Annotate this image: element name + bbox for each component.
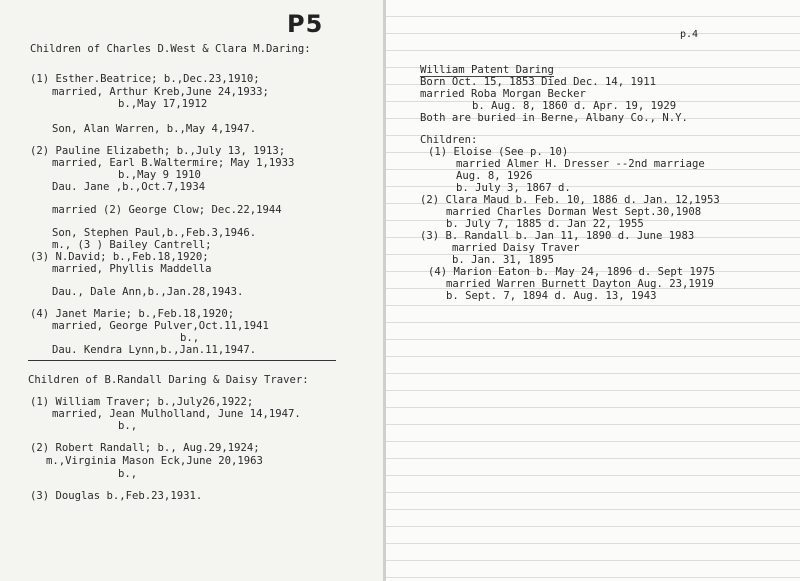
left-text-line: married, Arthur Kreb,June 24,1933; (52, 86, 269, 98)
daring-heading: William Patent Daring (420, 64, 554, 76)
right-page-number: p.4 (680, 29, 699, 40)
left-text-line: married, Phyllis Maddella (52, 263, 212, 275)
left-text-line: Dau. Jane ,b.,Oct.7,1934 (52, 181, 206, 193)
left-text-line: (2) Robert Randall; b., Aug.29,1924; (30, 442, 260, 454)
right-text-line: (4) Marion Eaton b. May 24, 1896 d. Sept 1975 (428, 266, 716, 278)
right-text-line: Both are buried in Berne, Albany Co., N.Y. (420, 112, 688, 124)
right-text-line: b. Sept. 7, 1894 d. Aug. 13, 1943 (446, 290, 657, 302)
left-text-line: Son, Stephen Paul,b.,Feb.3,1946. (52, 227, 257, 239)
right-text-line: Aug. 8, 1926 (456, 170, 533, 182)
left-text-line: Dau., Dale Ann,b.,Jan.28,1943. (52, 286, 244, 298)
page-spine (383, 0, 386, 581)
section-divider (28, 360, 336, 361)
left-text-line: b.,May 9 1910 (118, 169, 201, 181)
left-text-line: married, George Pulver,Oct.11,1941 (52, 320, 269, 332)
right-text-line: Children: (420, 134, 478, 146)
left-text-line: m., (3 ) Bailey Cantrell; (52, 239, 212, 251)
right-text-line: b. Jan. 31, 1895 (452, 254, 555, 266)
left-text-line: b.,May 17,1912 (118, 98, 208, 110)
left-text-line: married, Earl B.Waltermire; May 1,1933 (52, 157, 295, 169)
right-text-line: b. July 7, 1885 d. Jan 22, 1955 (446, 218, 644, 230)
right-text-line: married Warren Burnett Dayton Aug. 23,1919 (446, 278, 714, 290)
left-text-line: (1) Esther.Beatrice; b.,Dec.23,1910; (30, 73, 260, 85)
right-text-line: Born Oct. 15, 1853 Died Dec. 14, 1911 (420, 76, 656, 88)
right-text-line: (3) B. Randall b. Jan 11, 1890 d. June 1983 (420, 230, 695, 242)
west-family-title: Children of Charles D.West & Clara M.Daring: (30, 43, 311, 55)
left-text-line: married (2) George Clow; Dec.22,1944 (52, 204, 282, 216)
left-text-line: (1) William Traver; b.,July26,1922; (30, 396, 254, 408)
left-text-line: (3) Douglas b.,Feb.23,1931. (30, 490, 203, 502)
left-text-line: (2) Pauline Elizabeth; b.,July 13, 1913; (30, 145, 286, 157)
left-text-line: Son, Alan Warren, b.,May 4,1947. (52, 123, 257, 135)
left-text-line: b., (118, 420, 138, 432)
left-text-line: Dau. Kendra Lynn,b.,Jan.11,1947. (52, 344, 257, 356)
right-text-line: married Charles Dorman West Sept.30,1908 (446, 206, 702, 218)
left-text-line: b., (118, 468, 138, 480)
handwritten-page-number: P5 (287, 10, 324, 38)
right-text-line: b. July 3, 1867 d. (456, 182, 571, 194)
right-text-line: b. Aug. 8, 1860 d. Apr. 19, 1929 (472, 100, 677, 112)
right-text-line: married Daisy Traver (452, 242, 580, 254)
left-text-line: m.,Virginia Mason Eck,June 20,1963 (46, 455, 263, 467)
left-text-line: (4) Janet Marie; b.,Feb.18,1920; (30, 308, 235, 320)
right-text-line: (2) Clara Maud b. Feb. 10, 1886 d. Jan. 12,1953 (420, 194, 720, 206)
right-text-line: (1) Eloise (See p. 10) (428, 146, 569, 158)
right-text-line: married Almer H. Dresser --2nd marriage (456, 158, 705, 170)
left-text-line: (3) N.David; b.,Feb.18,1920; (30, 251, 209, 263)
right-text-line: married Roba Morgan Becker (420, 88, 586, 100)
left-text-line: b., (180, 332, 200, 344)
left-text-line: Children of B.Randall Daring & Daisy Traver: (28, 374, 309, 386)
left-text-line: married, Jean Mulholland, June 14,1947. (52, 408, 301, 420)
